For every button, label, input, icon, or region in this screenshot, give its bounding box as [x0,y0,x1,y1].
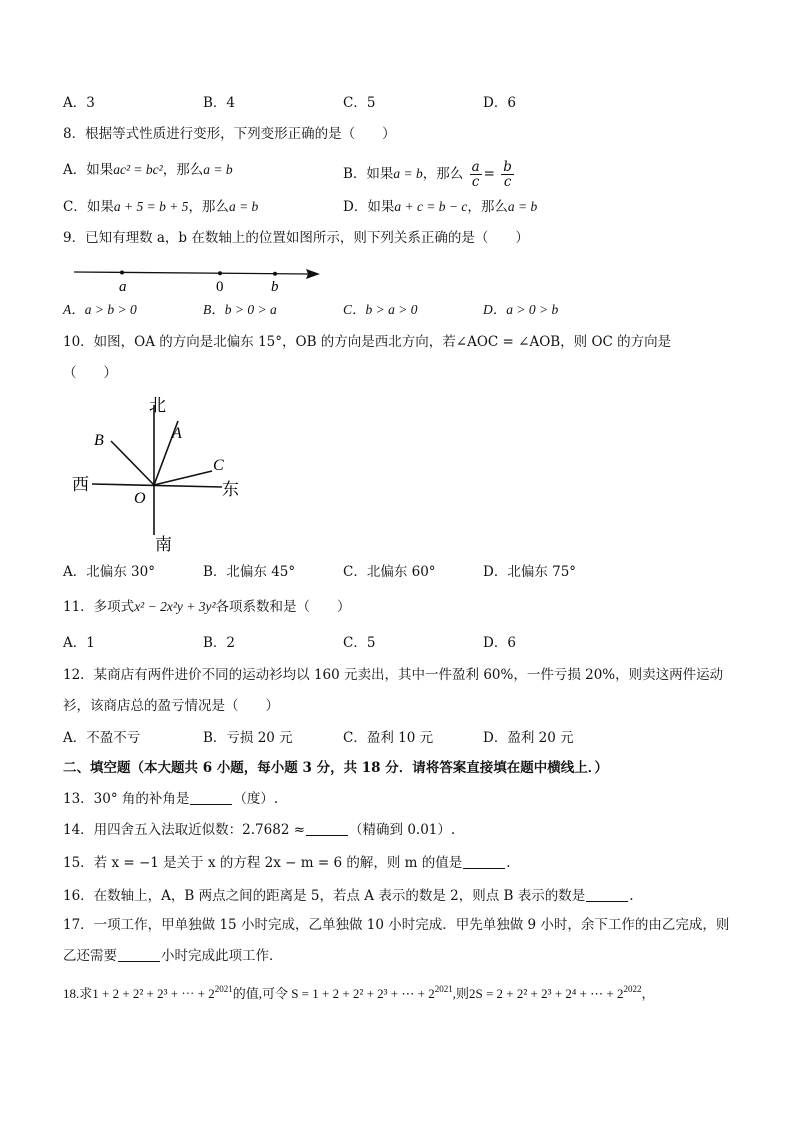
label-a: a [119,279,127,294]
q12-option-a: A．不盈不亏 [63,730,141,746]
q11-option-a: A．1 [63,635,95,651]
q11-option-d: D．6 [483,635,516,651]
ray-ob [111,441,154,485]
q18: 18.求1 + 2 + 2² + 2³ + ⋯ + $2^{2021}$的值,可令 S = 1 + 2 + 2² + 2³ + ⋯ + $2^{2021}$,则2S = 2 + 2² + 2³ + 2⁴ + ⋯ + $2^{2022}$， [63,984,655,1001]
number-line-figure [70,262,325,294]
section-heading-fill-in: 二、填空题（本大题共 6 小题，每小题 3 分，共 18 分．请将答案直接填在题中横线上．） [63,760,609,776]
q10-option-a: A．北偏东 30° [63,564,155,580]
q12-option-c: C．盈利 10 元 [343,730,434,746]
q14: 14．用四舍五入法取近似数：2.7682 ≈ （精确到 0.01）. [63,822,456,838]
q7-option-a: A．3 [63,95,95,111]
q12-stem-line1: 12．某商店有两件进价不同的运动衫均以 160 元卖出，其中一件盈利 60%，一件亏损 20%，则卖这两件运动 [63,667,724,683]
fraction-b-over-c: $\frac{b}{c}$ [503,159,512,190]
q9-stem: 9．已知有理数 a，b 在数轴上的位置如图所示，则下列关系正确的是（ ） [63,230,529,246]
q10-stem: 10．如图，OA 的方向是北偏东 15°，OB 的方向是西北方向，若∠AOC = ∠AOB，则 OC 的方向是 [63,334,672,350]
q7-option-d: D．6 [483,95,516,111]
answer-blank [118,947,160,962]
answer-blank [190,790,232,805]
q11-option-c: C．5 [343,635,376,651]
q8-option-d: D．如果a + c = b − c，那么a = b [343,199,538,215]
q9-option-b: B．b > 0 > a [203,302,277,317]
label-west: 西 [72,475,89,494]
q11-option-b: B．2 [203,635,236,651]
label-zero: 0 [216,279,224,294]
q9-option-c: C．b > a > 0 [343,302,418,317]
label-b: b [271,279,279,294]
q12-option-d: D．盈利 20 元 [483,730,574,746]
point-zero [218,271,222,275]
q7-option-b: B．4 [203,95,236,111]
q12-option-b: B．亏损 20 元 [203,730,293,746]
compass-figure [62,393,252,553]
q12-stem-line2: 衫，该商店总的盈亏情况是（ ） [63,698,279,714]
answer-blank [463,854,505,869]
q10-option-c: C．北偏东 60° [343,564,436,580]
point-b [273,272,277,276]
q17-line1: 17．一项工作，甲单独做 15 小时完成，乙单独做 10 小时完成．甲先单独做 9 小时，余下工作的由乙完成，则 [63,917,730,933]
q11-stem: 11．多项式x² − 2x²y + 3y²各项系数和是（ ） [63,599,351,615]
label-south: 南 [155,535,172,553]
q10-paren: （ ） [63,365,117,381]
q13: 13．30° 角的补角是 （度）. [63,791,279,807]
fraction-a-over-c: $\frac{a}{c}$ [471,159,480,190]
q15: 15．若 x = −1 是关于 x 的方程 2x − m = 6 的解，则 m 的值是 . [63,855,511,871]
q17-line2: 乙还需要 小时完成此项工作． [63,948,283,964]
label-o: O [134,490,146,507]
point-a [120,271,124,275]
q8-option-a: A．如果ac² = bc²，那么a = b [63,162,233,178]
q9-option-d: D．a > 0 > b [483,302,559,317]
label-east: 东 [222,480,239,499]
q16: 16．在数轴上，A，B 两点之间的距离是 5，若点 A 表示的数是 2，则点 B 表示的数是 . [63,888,634,904]
q9-option-a: A．a > b > 0 [63,302,137,317]
q8-option-b: B．如果a = b，那么 $\frac{a}{c}$ = $\frac{b}{c}$ [343,159,512,190]
q7-option-c: C．5 [343,95,376,111]
q10-option-d: D．北偏东 75° [483,564,577,580]
answer-blank [306,821,348,836]
ray-oc [154,471,212,485]
q8-option-c: C．如果a + 5 = b + 5，那么a = b [63,199,259,215]
q8-stem: 8．根据等式性质进行变形，下列变形正确的是（ ） [63,126,396,142]
label-c: C [213,457,224,474]
answer-blank [586,887,628,902]
label-b: B [94,432,104,449]
label-north: 北 [149,396,166,415]
label-a: A [172,425,182,442]
number-line-arrow [306,269,320,279]
q10-option-b: B．北偏东 45° [203,564,296,580]
